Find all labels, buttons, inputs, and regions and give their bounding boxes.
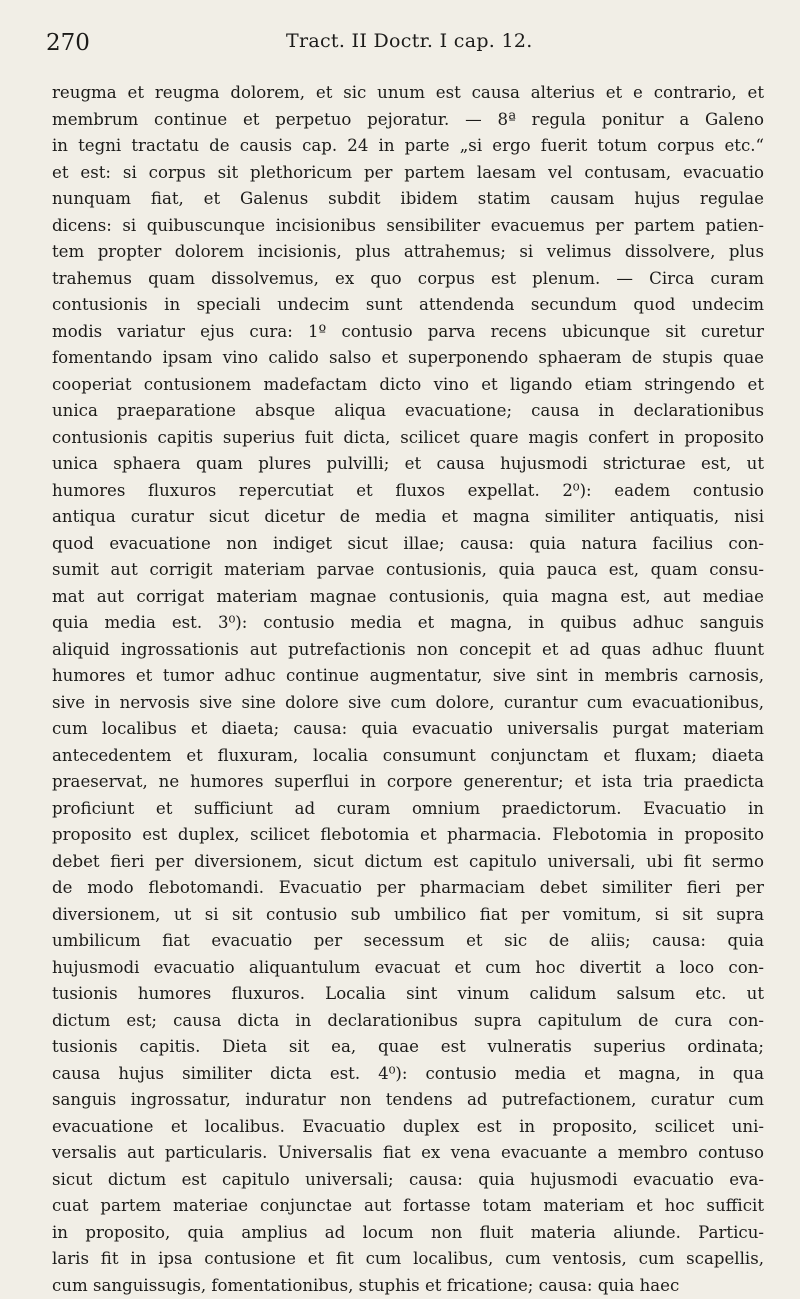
text-line: fomentando ipsam vino calido salso et superponendo sphaeram de stupis quae: [52, 345, 764, 372]
text-line: antiqua curatur sicut dicetur de media et magna similiter antiquatis, nisi: [52, 504, 764, 531]
text-line: proposito est duplex, scilicet flebotomia et pharmacia. Flebotomia in proposito: [52, 822, 764, 849]
text-line: tusionis humores fluxuros. Localia sint vinum calidum salsum etc. ut: [52, 981, 764, 1008]
text-line: debet fieri per diversionem, sicut dictum est capitulo universali, ubi fit sermo: [52, 849, 764, 876]
text-line: tem propter dolorem incisionis, plus attrahemus; si velimus dissolvere, plus: [52, 239, 764, 266]
text-line: sicut dictum est capitulo universali; causa: quia hujusmodi evacuatio eva-: [52, 1167, 764, 1194]
text-line: praeservat, ne humores superflui in corpore generentur; et ista tria praedicta: [52, 769, 764, 796]
text-line: versalis aut particularis. Universalis fiat ex vena evacuante a membro contuso: [52, 1140, 764, 1167]
text-line: cum sanguissugis, fomentationibus, stuphis et fricatione; causa: quia haec: [52, 1273, 764, 1299]
text-line: cuat partem materiae conjunctae aut fortasse totam materiam et hoc sufficit: [52, 1193, 764, 1220]
text-line: aliquid ingrossationis aut putrefactionis non concepit et ad quas adhuc fluunt: [52, 637, 764, 664]
text-line: unica praeparatione absque aliqua evacuatione; causa in declarationibus: [52, 398, 764, 425]
page-number: 270: [46, 30, 90, 56]
text-line: cooperiat contusionem madefactam dicto vino et ligando etiam stringendo et: [52, 372, 764, 399]
text-line: dicens: si quibuscunque incisionibus sensibiliter evacuemus per partem patien-: [52, 213, 764, 240]
text-line: sanguis ingrossatur, induratur non tendens ad putrefactionem, curatur cum: [52, 1087, 764, 1114]
text-line: antecedentem et fluxuram, localia consumunt conjunctam et fluxam; diaeta: [52, 743, 764, 770]
text-line: quia media est. 3⁰): contusio media et magna, in quibus adhuc sanguis: [52, 610, 764, 637]
text-line: proficiunt et sufficiunt ad curam omnium praedictorum. Evacuatio in: [52, 796, 764, 823]
text-line: unica sphaera quam plures pulvilli; et causa hujusmodi stricturae est, ut: [52, 451, 764, 478]
text-line: umbilicum fiat evacuatio per secessum et sic de aliis; causa: quia: [52, 928, 764, 955]
text-line: de modo flebotomandi. Evacuatio per pharmaciam debet similiter fieri per: [52, 875, 764, 902]
text-line: causa hujus similiter dicta est. 4⁰): contusio media et magna, in qua: [52, 1061, 764, 1088]
text-line: sumit aut corrigit materiam parvae contusionis, quia pauca est, quam consu-: [52, 557, 764, 584]
text-line: hujusmodi evacuatio aliquantulum evacuat et cum hoc divertit a loco con-: [52, 955, 764, 982]
text-line: nunquam fiat, et Galenus subdit ibidem statim causam hujus regulae: [52, 186, 764, 213]
text-line: reugma et reugma dolorem, et sic unum est causa alterius et e contrario, et: [52, 80, 764, 107]
text-line: quod evacuatione non indiget sicut illae; causa: quia natura facilius con-: [52, 531, 764, 558]
text-line: sive in nervosis sive sine dolore sive cum dolore, curantur cum evacuationibus,: [52, 690, 764, 717]
running-head: Tract. II Doctr. I cap. 12.: [286, 30, 533, 52]
text-line: evacuatione et localibus. Evacuatio duplex est in proposito, scilicet uni-: [52, 1114, 764, 1141]
page-header: [46, 30, 770, 64]
text-line: et est: si corpus sit plethoricum per partem laesam vel contusam, evacuatio: [52, 160, 764, 187]
text-line: modis variatur ejus cura: 1º contusio parva recens ubicunque sit curetur: [52, 319, 764, 346]
text-line: contusionis capitis superius fuit dicta, scilicet quare magis confert in proposito: [52, 425, 764, 452]
text-line: humores et tumor adhuc continue augmentatur, sive sint in membris carnosis,: [52, 663, 764, 690]
text-line: cum localibus et diaeta; causa: quia evacuatio universalis purgat materiam: [52, 716, 764, 743]
text-line: humores fluxuros repercutiat et fluxos expellat. 2⁰): eadem contusio: [52, 478, 764, 505]
text-line: diversionem, ut si sit contusio sub umbilico fiat per vomitum, si sit supra: [52, 902, 764, 929]
text-line: laris fit in ipsa contusione et fit cum localibus, cum ventosis, cum scapellis,: [52, 1246, 764, 1273]
text-line: contusionis in speciali undecim sunt attendenda secundum quod undecim: [52, 292, 764, 319]
text-line: dictum est; causa dicta in declarationibus supra capitulum de cura con-: [52, 1008, 764, 1035]
text-line: tusionis capitis. Dieta sit ea, quae est vulneratis superius ordinata;: [52, 1034, 764, 1061]
text-line: in proposito, quia amplius ad locum non fluit materia aliunde. Particu-: [52, 1220, 764, 1247]
body-text: [52, 80, 764, 1299]
text-line: mat aut corrigat materiam magnae contusionis, quia magna est, aut mediae: [52, 584, 764, 611]
text-line: membrum continue et perpetuo pejoratur. — 8ª regula ponitur a Galeno: [52, 107, 764, 134]
text-line: trahemus quam dissolvemus, ex quo corpus est plenum. — Circa curam: [52, 266, 764, 293]
text-line: in tegni tractatu de causis cap. 24 in parte „si ergo fuerit totum corpus etc.“: [52, 133, 764, 160]
